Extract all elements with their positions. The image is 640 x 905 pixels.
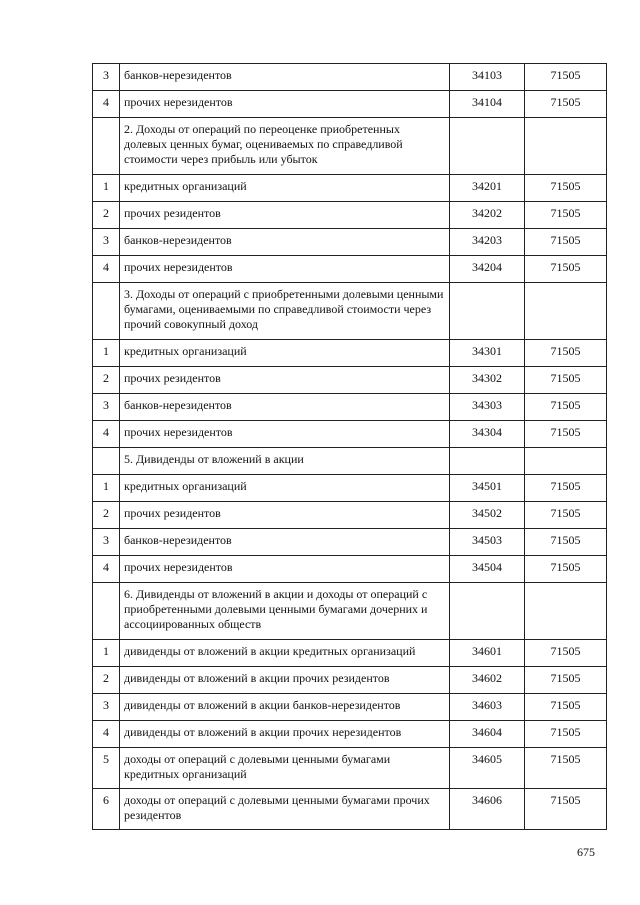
row-code: 34604 xyxy=(450,721,525,748)
row-number: 4 xyxy=(93,256,120,283)
row-code: 34202 xyxy=(450,202,525,229)
section-title: 6. Дивиденды от вложений в акции и доходы от операций с приобретенными долевыми ценными бумагами дочерних и ассоциированных обществ xyxy=(120,583,450,640)
row-account: 71505 xyxy=(525,340,607,367)
row-number: 4 xyxy=(93,721,120,748)
row-name: банков-нерезидентов xyxy=(120,64,450,91)
row-account: 71505 xyxy=(525,421,607,448)
row-code xyxy=(450,283,525,340)
table-row xyxy=(93,367,607,394)
table-row xyxy=(93,475,607,502)
row-name: прочих резидентов xyxy=(120,367,450,394)
table-row xyxy=(93,789,607,830)
table-row xyxy=(93,556,607,583)
row-name: доходы от операций с долевыми ценными бумагами кредитных организаций xyxy=(120,748,450,789)
row-number: 3 xyxy=(93,694,120,721)
row-code: 34203 xyxy=(450,229,525,256)
row-code: 34502 xyxy=(450,502,525,529)
row-number: 2 xyxy=(93,202,120,229)
row-account: 71505 xyxy=(525,175,607,202)
table-row xyxy=(93,256,607,283)
row-code: 34602 xyxy=(450,667,525,694)
table-row xyxy=(93,229,607,256)
row-number: 1 xyxy=(93,340,120,367)
row-number: 2 xyxy=(93,367,120,394)
row-account: 71505 xyxy=(525,229,607,256)
row-code: 34301 xyxy=(450,340,525,367)
row-account: 71505 xyxy=(525,502,607,529)
row-name: прочих нерезидентов xyxy=(120,421,450,448)
row-name: прочих нерезидентов xyxy=(120,256,450,283)
row-code: 34103 xyxy=(450,64,525,91)
row-name: кредитных организаций xyxy=(120,175,450,202)
table-row xyxy=(93,502,607,529)
row-code: 34302 xyxy=(450,367,525,394)
row-number: 6 xyxy=(93,789,120,830)
row-account: 71505 xyxy=(525,640,607,667)
row-name: дивиденды от вложений в акции прочих резидентов xyxy=(120,667,450,694)
row-number: 3 xyxy=(93,394,120,421)
row-number xyxy=(93,118,120,175)
row-code: 34503 xyxy=(450,529,525,556)
row-account: 71505 xyxy=(525,721,607,748)
table-row xyxy=(93,64,607,91)
row-number: 3 xyxy=(93,64,120,91)
row-account: 71505 xyxy=(525,475,607,502)
row-name: прочих нерезидентов xyxy=(120,556,450,583)
table-row xyxy=(93,640,607,667)
row-code: 34104 xyxy=(450,91,525,118)
row-account: 71505 xyxy=(525,789,607,830)
row-code: 34504 xyxy=(450,556,525,583)
row-account xyxy=(525,283,607,340)
row-number: 4 xyxy=(93,91,120,118)
section-title: 2. Доходы от операций по переоценке приобретенных долевых ценных бумаг, оцениваемых по справедливой стоимости через прибыль или убыток xyxy=(120,118,450,175)
row-code: 34204 xyxy=(450,256,525,283)
row-name: банков-нерезидентов xyxy=(120,229,450,256)
row-code: 34606 xyxy=(450,789,525,830)
row-number: 3 xyxy=(93,229,120,256)
table-row xyxy=(93,175,607,202)
table-row xyxy=(93,421,607,448)
section-header-row xyxy=(93,448,607,475)
table-row xyxy=(93,202,607,229)
row-code: 34201 xyxy=(450,175,525,202)
row-account: 71505 xyxy=(525,529,607,556)
row-account xyxy=(525,118,607,175)
row-number: 1 xyxy=(93,640,120,667)
table-row xyxy=(93,667,607,694)
table-row xyxy=(93,694,607,721)
row-account: 71505 xyxy=(525,748,607,789)
row-number: 5 xyxy=(93,748,120,789)
row-code xyxy=(450,118,525,175)
table-row xyxy=(93,748,607,789)
table-row xyxy=(93,394,607,421)
row-account xyxy=(525,448,607,475)
row-code xyxy=(450,448,525,475)
row-account: 71505 xyxy=(525,91,607,118)
row-number: 3 xyxy=(93,529,120,556)
section-header-row xyxy=(93,118,607,175)
row-account: 71505 xyxy=(525,694,607,721)
table-row xyxy=(93,91,607,118)
row-name: банков-нерезидентов xyxy=(120,529,450,556)
row-name: дивиденды от вложений в акции банков-нерезидентов xyxy=(120,694,450,721)
row-number: 2 xyxy=(93,502,120,529)
row-account: 71505 xyxy=(525,64,607,91)
row-code: 34303 xyxy=(450,394,525,421)
row-number xyxy=(93,283,120,340)
section-title: 5. Дивиденды от вложений в акции xyxy=(120,448,450,475)
row-code: 34603 xyxy=(450,694,525,721)
row-number: 1 xyxy=(93,475,120,502)
row-account: 71505 xyxy=(525,394,607,421)
row-name: кредитных организаций xyxy=(120,340,450,367)
row-account: 71505 xyxy=(525,556,607,583)
row-account: 71505 xyxy=(525,667,607,694)
table-row xyxy=(93,529,607,556)
row-code: 34601 xyxy=(450,640,525,667)
section-header-row xyxy=(93,583,607,640)
row-number: 4 xyxy=(93,556,120,583)
row-code xyxy=(450,583,525,640)
row-name: дивиденды от вложений в акции прочих нерезидентов xyxy=(120,721,450,748)
row-name: прочих нерезидентов xyxy=(120,91,450,118)
row-name: банков-нерезидентов xyxy=(120,394,450,421)
row-name: дивиденды от вложений в акции кредитных организаций xyxy=(120,640,450,667)
row-account: 71505 xyxy=(525,367,607,394)
accounts-table xyxy=(92,63,607,830)
page-number: 675 xyxy=(577,845,595,859)
row-code: 34304 xyxy=(450,421,525,448)
row-name: прочих резидентов xyxy=(120,202,450,229)
row-number: 2 xyxy=(93,667,120,694)
row-account: 71505 xyxy=(525,256,607,283)
row-number: 4 xyxy=(93,421,120,448)
row-number: 1 xyxy=(93,175,120,202)
row-account xyxy=(525,583,607,640)
row-name: кредитных организаций xyxy=(120,475,450,502)
row-code: 34605 xyxy=(450,748,525,789)
row-code: 34501 xyxy=(450,475,525,502)
row-number xyxy=(93,583,120,640)
table-row xyxy=(93,721,607,748)
row-name: доходы от операций с долевыми ценными бумагами прочих резидентов xyxy=(120,789,450,830)
section-header-row xyxy=(93,283,607,340)
section-title: 3. Доходы от операций с приобретенными долевыми ценными бумагами, оцениваемыми по справедливой стоимости через прочий совокупный доход xyxy=(120,283,450,340)
row-account: 71505 xyxy=(525,202,607,229)
row-name: прочих резидентов xyxy=(120,502,450,529)
table-row xyxy=(93,340,607,367)
row-number xyxy=(93,448,120,475)
